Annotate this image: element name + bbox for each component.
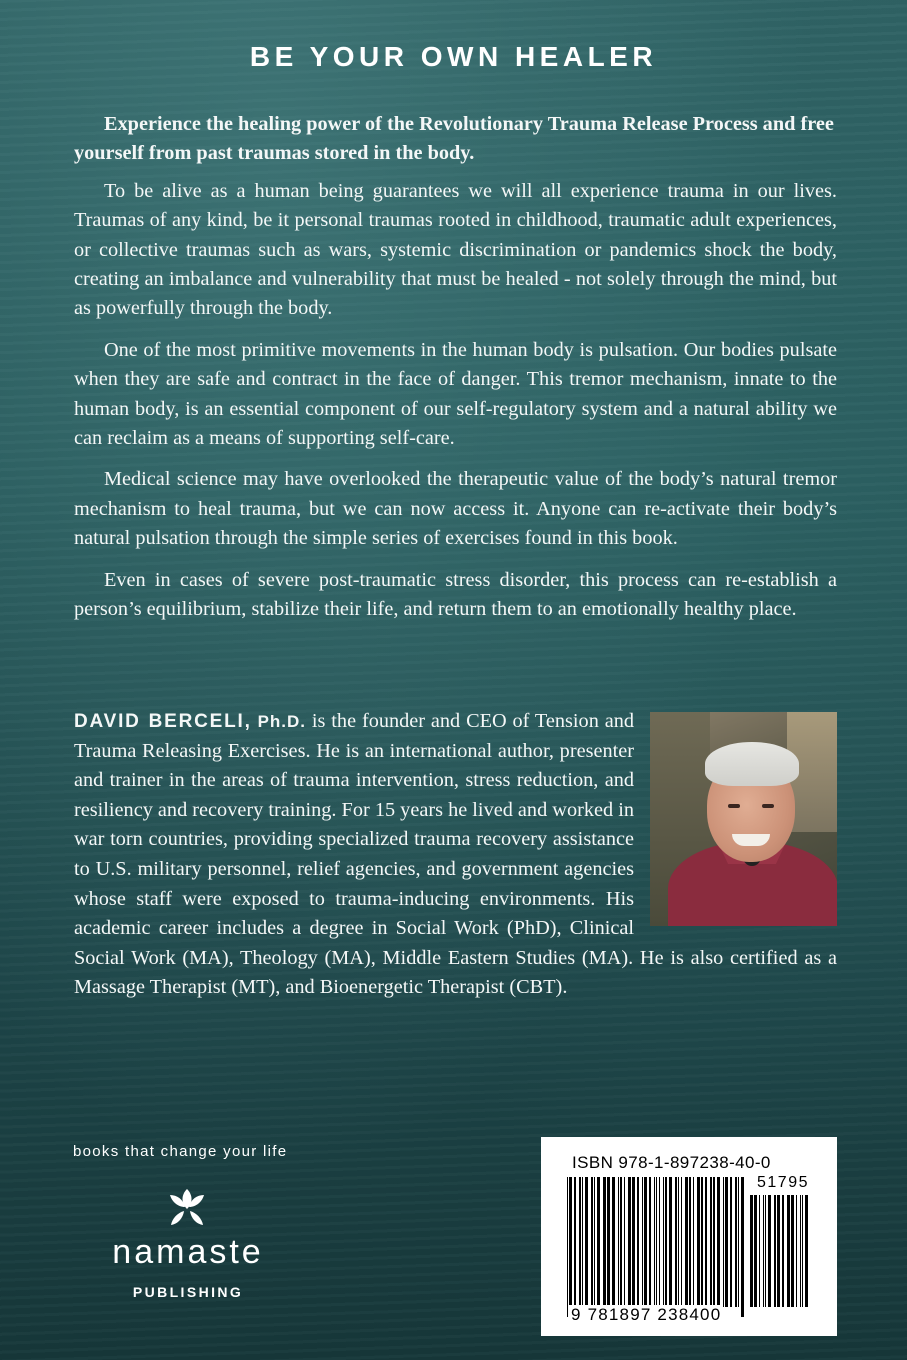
addon-barcode-bars [750,1195,812,1317]
paragraph-3: Medical science may have overlooked the therapeutic value of the body’s natural tremor mechanism to heal trauma, but we can now access it. Anyone can re-activate their body’s natural pulsation through the simple series of exercises found in this book. [74,468,837,550]
ean-barcode-bars [567,1177,747,1317]
paragraph-1: To be alive as a human being guarantees we will all experience trauma in our lives. Traumas of any kind, be it personal traumas rooted in childhood, traumatic adult experiences, or collective traumas such as wars, systemic discrimination or pandemics shock the body, creating an imbalance and vulnerability that must be healed - not solely through the mind, but as powerfully through the body. [74,179,837,320]
cover-headline: BE YOUR OWN HEALER [249,41,658,72]
lead-paragraph: Experience the healing power of the Revolutionary Trauma Release Process and free yourself from past traumas stored in the body. [74,113,834,165]
publisher-subtitle: PUBLISHING [132,1284,244,1300]
isbn-barcode [541,1137,837,1336]
author-photo [650,712,837,926]
paragraph-2: One of the most primitive movements in the human body is pulsation. Our bodies pulsate when they are safe and contract in the face of danger. This tremor mechanism, innate to the human body, is an essential component of our self-regulatory system and a natural ability we can reclaim as a means of supporting self-care. [74,338,837,450]
isbn-label: ISBN 978-1-897238-40-0 [572,1153,771,1172]
price-code: 51795 [757,1174,809,1191]
author-credential: Ph.D. [257,712,307,731]
ean-number: 9 781897 238400 [571,1305,722,1324]
author-name: DAVID BERCELI, [74,711,252,732]
publisher-name: namaste [112,1233,264,1271]
author-bio [74,707,837,1003]
lotus-icon [166,1187,208,1227]
publisher-tagline: books that change your life [73,1143,288,1160]
author-bio-text: is the founder and CEO of Tension and Trauma Releasing Exercises. He is an international author, presenter and trainer in the areas of trauma intervention, stress reduction, and resiliency and recovery training. For 15 years he lived and worked in war torn countries, providing specialized trauma recovery assistance to U.S. military personnel, relief agencies, and government agencies whose staff were exposed to trauma-inducing environments. His academic career includes a degree in Social Work (PhD), Clinical Social Work (MA), Theology (MA), Middle Eastern Studies (MA). He is also certified as a Massage Therapist (MT), and Bioenergetic Therapist (CBT). [74,710,837,999]
paragraph-4: Even in cases of severe post-traumatic stress disorder, this process can re-establish a person’s equilibrium, stabilize their life, and return them to an emotionally healthy place. [74,568,837,621]
description-text [74,110,837,637]
